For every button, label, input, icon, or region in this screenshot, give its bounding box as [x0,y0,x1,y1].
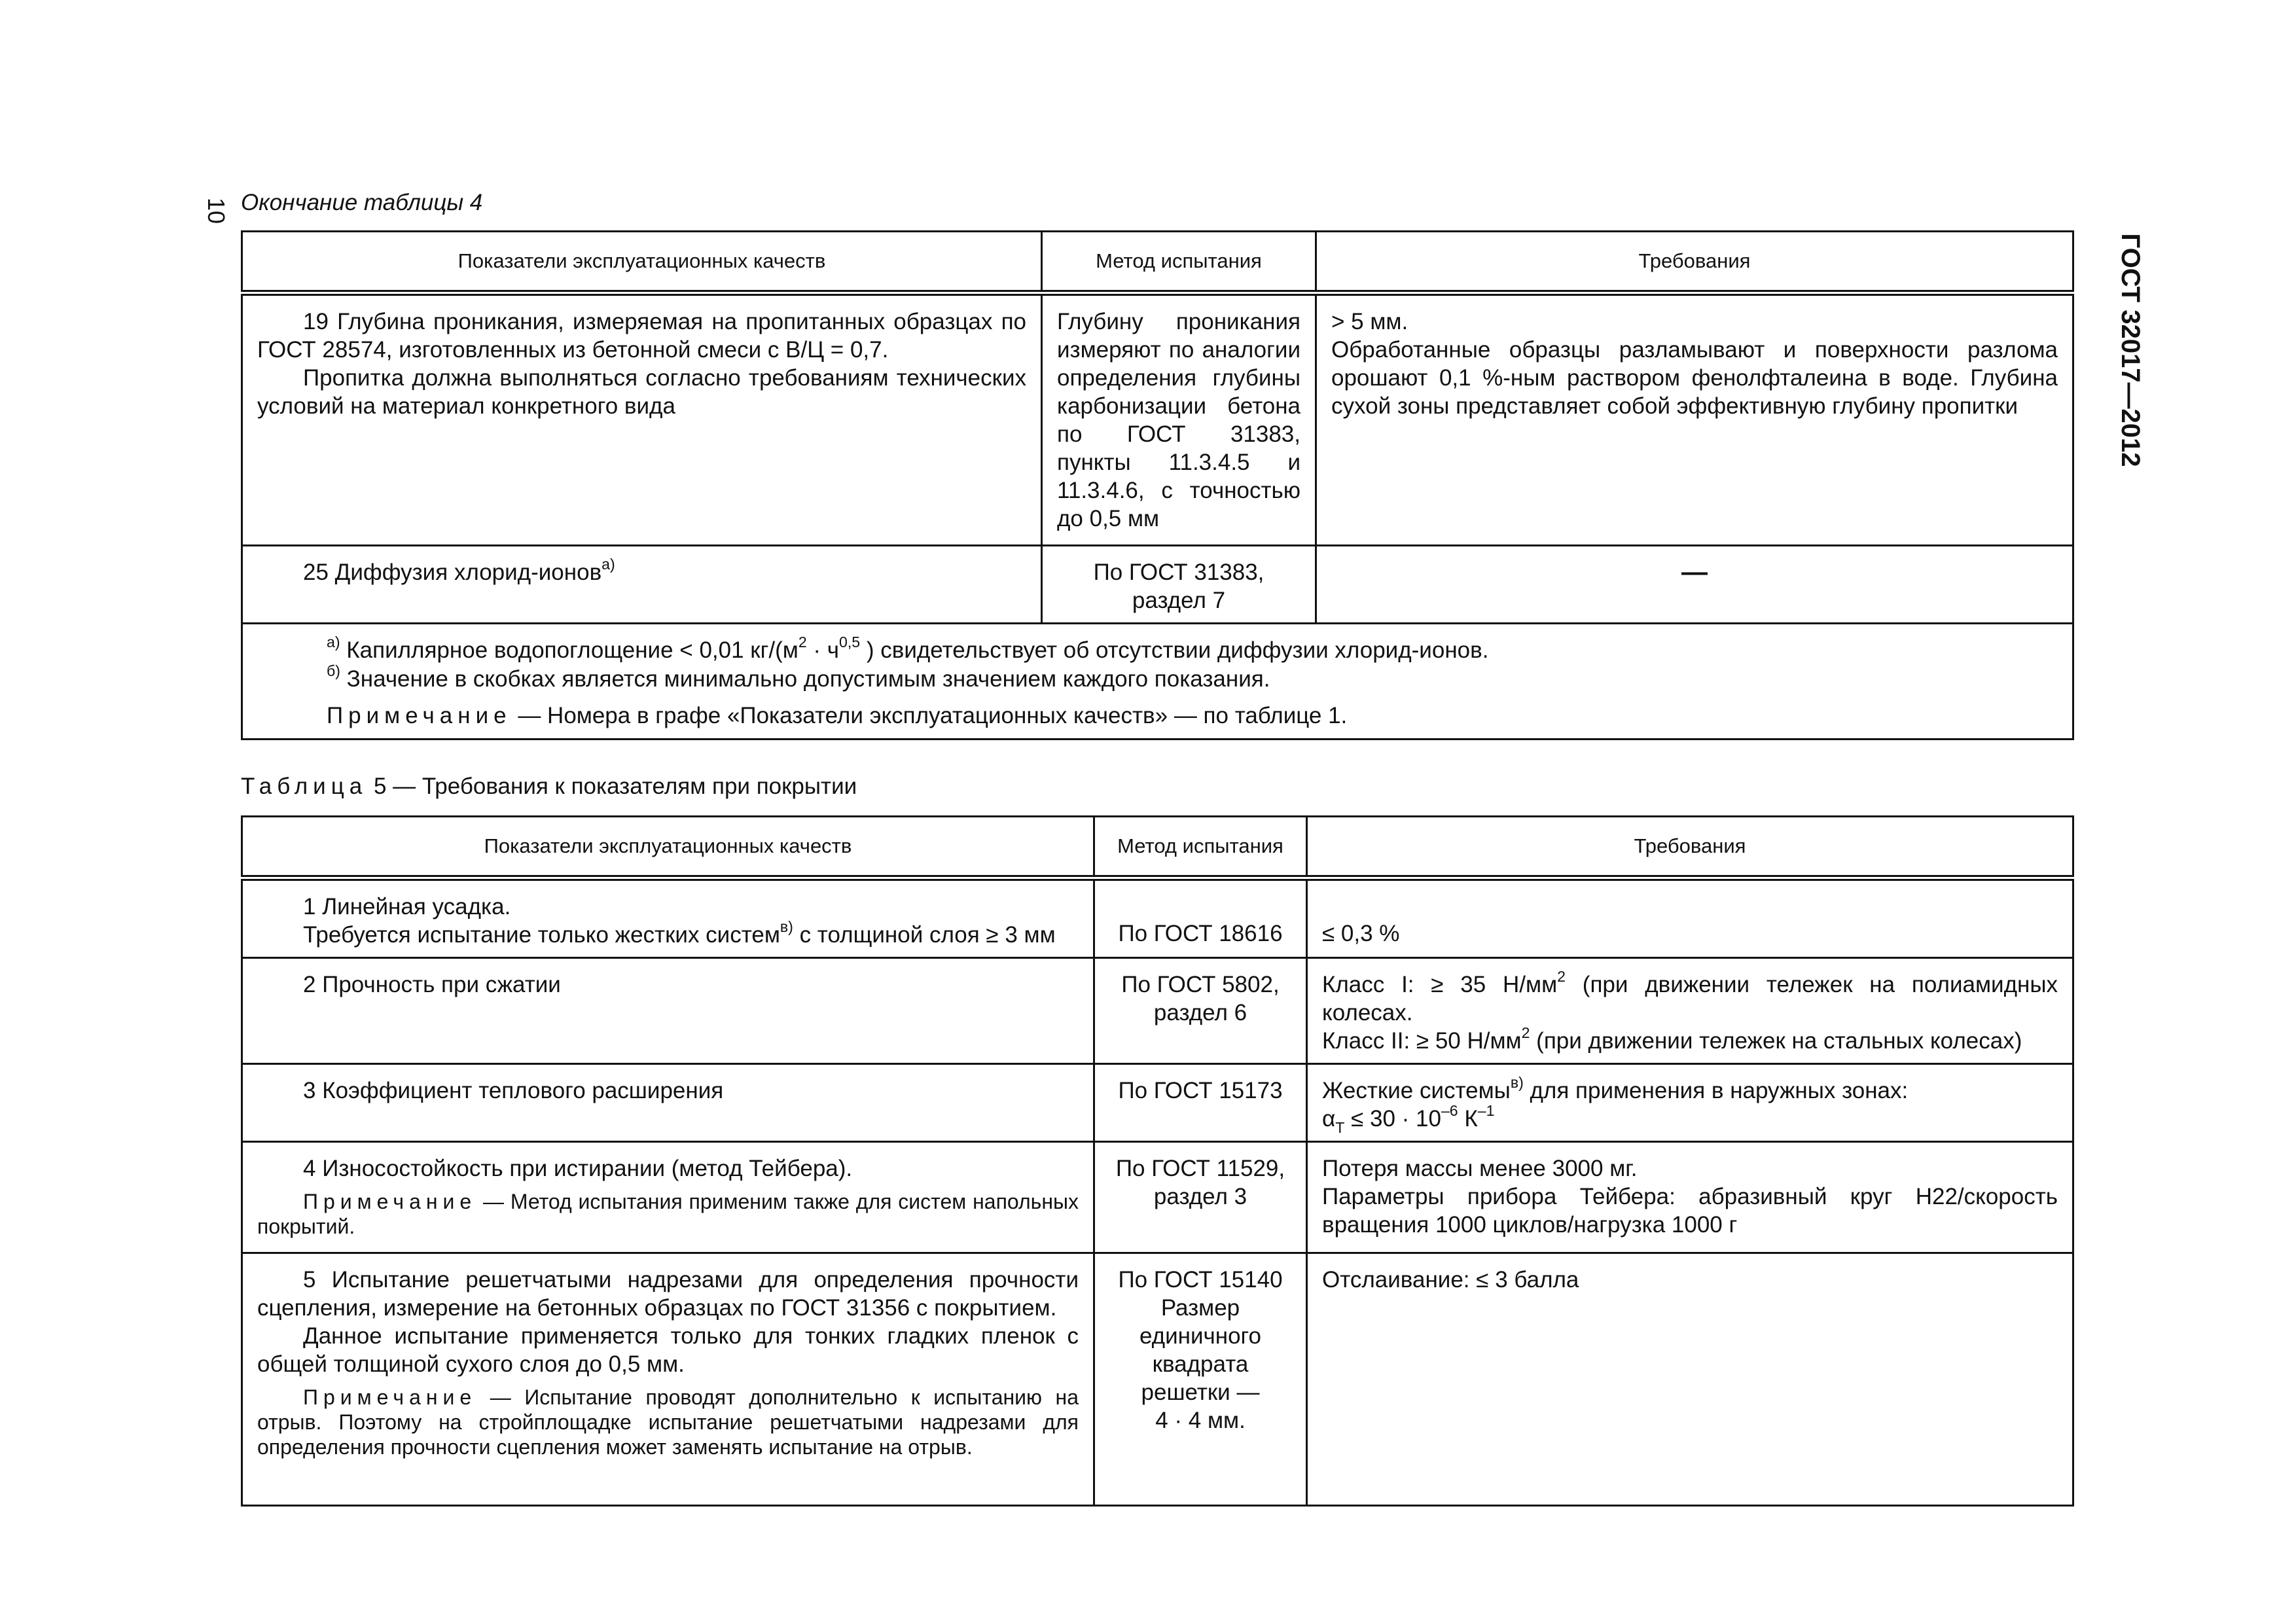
table-row [242,293,2073,546]
indicator-text: 19 Глубина проникания, измеряемая на пропитанных образцах по ГОСТ 28574, изготовленных из бетонной смеси с В/Ц = 0,7. [257,309,1026,363]
requirement-cell: Отслаивание: ≤ 3 балла [1307,1253,2073,1506]
indicator-cell: 3 Коэффициент теплового расширения [242,1064,1094,1142]
requirement-cell: Класс I: ≥ 35 $Н/мм^2$ (при движении тележек на полиамидных колесах. Класс II: ≥ 50 $Н/мм^2$ (при движении тележек на стальных колесах) [1307,958,2073,1064]
requirement-cell [1316,546,2073,624]
footnote-ref: в) [780,918,793,935]
table-row [242,958,2073,1064]
requirement-cell: Потеря массы менее 3000 мг. Параметры прибора Тейбера: абразивный круг Н22/скорость вращения 1000 циклов/нагрузка 1000 г [1307,1142,2073,1253]
footnotes-cell [242,624,2073,740]
standard-number: ГОСТ 32017—2012 [2116,233,2145,467]
row-note: Примечание — Метод испытания применим также для систем напольных покрытий. [257,1190,1079,1238]
table4-note: Примечание — Номера в графе «Показатели эксплуатационных качеств» — по таблице 1. [327,703,1348,728]
requirement-text: > 5 мм. [1331,309,1408,334]
requirement-text: Обработанные образцы разламывают и поверхности разлома орошают 0,1 %-ным раствором фенолфталеина в воде. Глубина сухой зоны представляет собой эффективную глубину пропитки [1331,337,2058,419]
indicator-text: Пропитка должна выполняться согласно требованиям техничеcких условий на материал конкретного вида [257,365,1026,419]
method-cell: По ГОСТ 18616 [1094,878,1307,958]
table5-caption: Таблица 5 — Требования к показателям при покрытии [241,774,857,799]
column-header-method: Метод испытания [1094,817,1307,878]
footnotes-row [242,624,2073,740]
table-row [242,878,2073,958]
table4-header-row [242,232,2073,293]
method-cell: Глубину проникания измеряют по аналогии определения глубины карбонизации бетона по ГОСТ 31383, пункты 11.3.4.5 и 11.3.4.6, с точностью до 0,5 мм [1042,293,1316,546]
table4-caption: Окончание таблицы 4 [241,190,483,215]
table-row [242,1142,2073,1253]
table5-header-row [242,817,2073,878]
method-cell: По ГОСТ 5802, раздел 6 [1094,958,1307,1064]
footnote-b: $^{б)}$ Значение в скобках является минимально допустимым значением каждого показания. [327,662,1270,692]
indicator-cell: 4 Износостойкость при истирании (метод Тейбера). Примечание — Метод испытания применим также для систем напольных покрытий. [242,1142,1094,1253]
requirement-cell: Жесткие системы$^{в)}$ для применения в наружных зонах: $\alpha_Т \le 30 \cdot 10^{-6}$ $К^{-1}$ [1307,1064,2073,1142]
footnote-ref: а) [601,556,615,573]
requirement-cell: ≤ 0,3 % [1307,878,2073,958]
column-header-requirements: Требования [1316,232,2073,293]
indicator-cell: 5 Испытание решетчатыми надрезами для определения прочности сцепления, измерение на бетонных образцах по ГОСТ 31356 с покрытием. Данное испытание применяется только для тонких гладких пленок с общей толщиной сухого слоя до 0,5 мм. Примечание — Испытание проводят дополнительно к испытанию на отрыв. Поэтому на стройплощадке испытание решетчатыми надрезами для определения прочности сцепления может заменять испытание на отрыв. [242,1253,1094,1506]
indicator-cell [242,546,1042,624]
footnote-a: $^{а)}$ Капиллярное водопоглощение < 0,01 $кг/(м^2 \cdot ч^{0,5}$ ) свидетельствует об отсутствии диффузии хлорид-ионов. [327,633,1489,663]
table-row [242,1253,2073,1506]
row-note: Примечание — Испытание проводят дополнительно к испытанию на отрыв. Поэтому на стройплощадке испытание решетчатыми надрезами для определения прочности сцепления может заменять испытание на отрыв. [257,1385,1079,1459]
column-header-requirements: Требования [1307,817,2073,878]
method-cell: По ГОСТ 15173 [1094,1064,1307,1142]
method-cell: По ГОСТ 15140 Размер единичного квадрата решетки — 4 · 4 мм. [1094,1253,1307,1506]
table-row [242,546,2073,624]
table4 [241,230,2074,740]
column-header-indicators: Показатели эксплуатационных качеств [242,232,1042,293]
method-cell: По ГОСТ 31383, раздел 7 [1042,546,1316,624]
dash-mark: — [1681,558,1708,586]
indicator-cell: 2 Прочность при сжатии [242,958,1094,1064]
requirement-cell [1316,293,2073,546]
table5 [241,815,2074,1507]
indicator-cell [242,293,1042,546]
indicator-text: 25 Диффузия хлорид-ионов$^{а)}$ [303,556,615,585]
table-row [242,1064,2073,1142]
method-cell: По ГОСТ 11529, раздел 3 [1094,1142,1307,1253]
page-number: 10 [203,197,230,224]
column-header-indicators: Показатели эксплуатационных качеств [242,817,1094,878]
column-header-method: Метод испытания [1042,232,1316,293]
indicator-cell: 1 Линейная усадка. Требуется испытание только жестких систем$^{в)}$ с толщиной слоя ≥ 3 мм [242,878,1094,958]
